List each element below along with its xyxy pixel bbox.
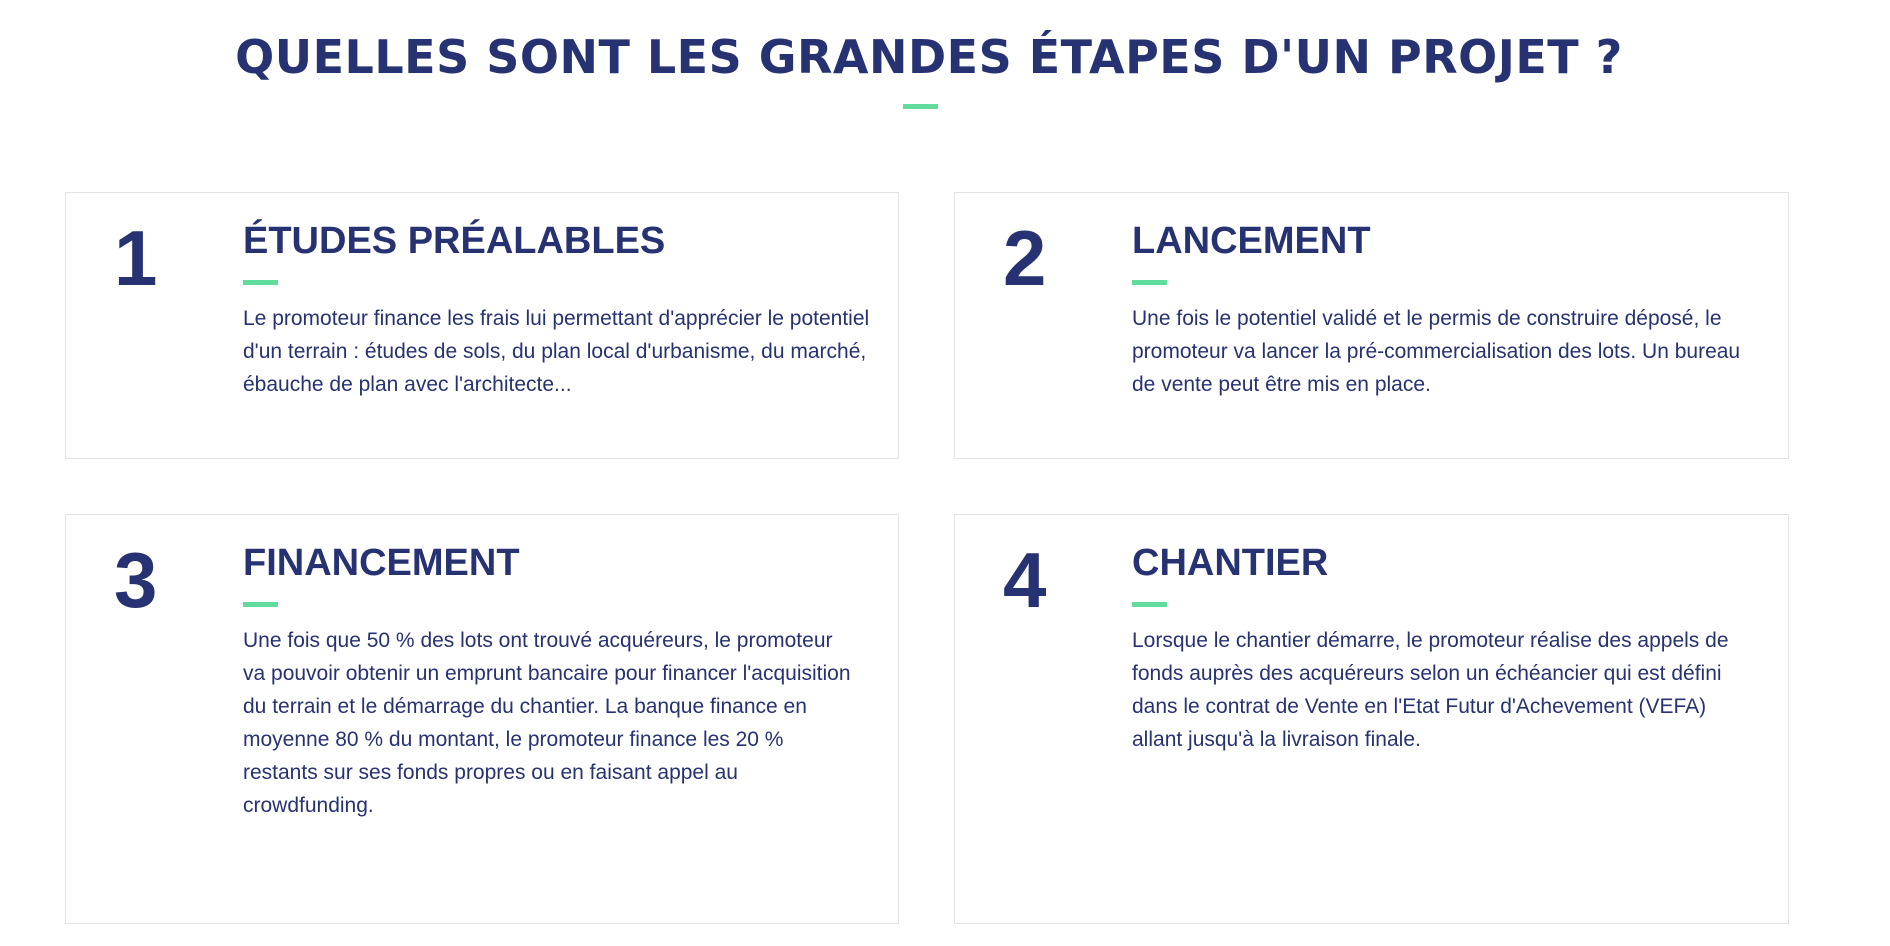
step-title: LANCEMENT: [1132, 220, 1371, 262]
step-title-underline: [1132, 280, 1167, 285]
step-number: 2: [1003, 214, 1047, 302]
step-number: 3: [114, 536, 158, 624]
step-card-1: [65, 192, 899, 459]
step-title: CHANTIER: [1132, 542, 1329, 584]
step-card-2: [954, 192, 1789, 459]
step-description: Une fois que 50 % des lots ont trouvé acquéreurs, le promoteur va pouvoir obtenir un emprunt bancaire pour financer l'acquisition du terrain et le démarrage du chantier. La banque finance en moyenne 80 % du montant, le promoteur finance les 20 % restants sur ses fonds propres ou en faisant appel au crowdfunding.: [243, 629, 851, 817]
step-title-underline: [243, 602, 278, 607]
step-number: 4: [1003, 536, 1047, 624]
step-title: ÉTUDES PRÉALABLES: [243, 220, 666, 262]
step-card-4: [954, 514, 1789, 924]
step-card-3: [65, 514, 899, 924]
title-underline: [903, 104, 938, 109]
page-title: QUELLES SONT LES GRANDES ÉTAPES D'UN PROJET ?: [235, 30, 1623, 84]
step-title-underline: [243, 280, 278, 285]
step-description: Lorsque le chantier démarre, le promoteur réalise des appels de fonds auprès des acquéreurs selon un échéancier qui est défini dans le contrat de Vente en l'Etat Futur d'Achevement (VEFA) allant jusqu'à la livraison finale.: [1132, 629, 1729, 751]
step-title: FINANCEMENT: [243, 542, 520, 584]
step-description: Le promoteur finance les frais lui permettant d'apprécier le potentiel d'un terrain : études de sols, du plan local d'urbanisme, du marché, ébauche de plan avec l'architecte...: [243, 307, 870, 396]
step-title-underline: [1132, 602, 1167, 607]
step-description: Une fois le potentiel validé et le permis de construire déposé, le promoteur va lancer la pré-commercialisation des lots. Un bureau de vente peut être mis en place.: [1132, 307, 1741, 396]
step-number: 1: [114, 214, 158, 302]
